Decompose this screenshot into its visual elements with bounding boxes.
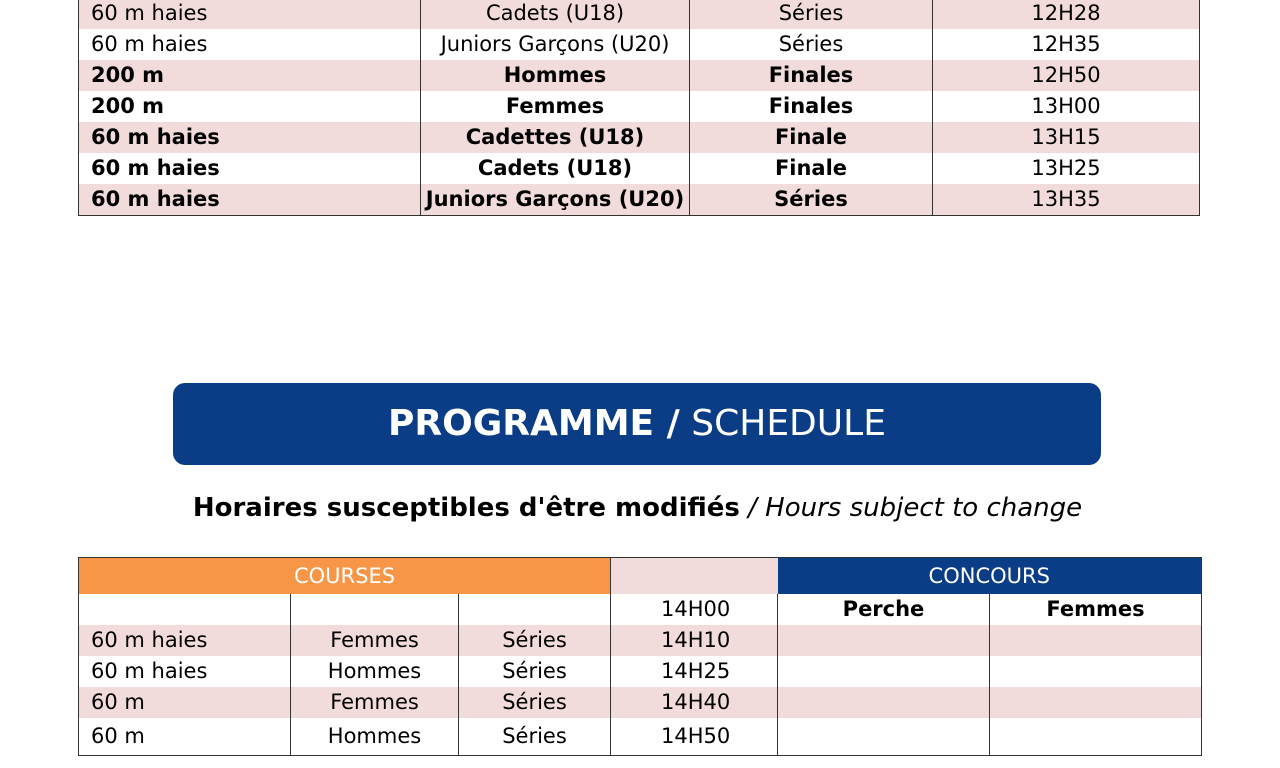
- concours-header: CONCOURS: [778, 558, 1202, 595]
- field-category-cell: [990, 625, 1202, 656]
- category-cell: Hommes: [291, 656, 459, 687]
- event-cell: 60 m haies: [79, 656, 291, 687]
- category-cell: Femmes: [291, 625, 459, 656]
- event-cell: 200 m: [91, 94, 165, 118]
- round-cell: Séries: [459, 718, 611, 756]
- field-category-cell: Femmes: [990, 594, 1202, 625]
- field-event-cell: [778, 687, 990, 718]
- round-cell: Séries: [459, 656, 611, 687]
- time-cell: 13H35: [933, 184, 1200, 216]
- event-cell: 60 m haies: [79, 122, 421, 153]
- schedule-subtitle: [0, 490, 1275, 526]
- round-cell: Finale: [690, 153, 933, 184]
- banner-title-bold: PROGRAMME /: [388, 403, 680, 444]
- time-cell: 14H25: [611, 656, 778, 687]
- category-cell: [291, 594, 459, 625]
- table-row: [79, 153, 1200, 184]
- schedule-table-top: [78, 0, 1200, 216]
- round-cell: Finales: [690, 60, 933, 91]
- table-row: [79, 718, 1202, 756]
- event-cell: [79, 594, 291, 625]
- event-cell: 60 m: [79, 687, 291, 718]
- event-cell: 60 m haies: [79, 625, 291, 656]
- time-header-cell: [611, 558, 778, 595]
- field-category-cell: [990, 687, 1202, 718]
- category-cell: Cadets (U18): [421, 0, 690, 29]
- category-cell: Hommes: [421, 60, 690, 91]
- time-cell: 14H10: [611, 625, 778, 656]
- category-cell: Cadettes (U18): [421, 122, 690, 153]
- category-cell: Hommes: [291, 718, 459, 756]
- table-row: [79, 594, 1202, 625]
- table-header-row: [79, 558, 1202, 595]
- round-cell: Finales: [690, 91, 933, 122]
- time-cell: 12H50: [933, 60, 1200, 91]
- event-cell: 200 m: [79, 60, 421, 91]
- table-row: [79, 184, 1200, 216]
- field-event-cell: Perche: [778, 594, 990, 625]
- category-cell: Femmes: [421, 91, 690, 122]
- category-cell: Femmes: [291, 687, 459, 718]
- event-cell: 60 m haies: [79, 0, 421, 29]
- category-cell: Juniors Garçons (U20): [421, 29, 690, 60]
- subtitle-english: / Hours subject to change: [739, 493, 1083, 523]
- field-category-cell: [990, 718, 1202, 756]
- time-cell: 13H25: [933, 153, 1200, 184]
- courses-header: COURSES: [79, 558, 611, 595]
- table-row: [79, 625, 1202, 656]
- event-cell: 60 m haies: [79, 184, 421, 216]
- event-cell: 60 m haies: [91, 156, 220, 180]
- programme-banner: [173, 383, 1101, 465]
- table-row: [79, 0, 1200, 29]
- table-row: [79, 656, 1202, 687]
- table-row: [79, 91, 1200, 122]
- time-cell: 14H00: [611, 594, 778, 625]
- round-cell: Finale: [690, 122, 933, 153]
- category-cell: Cadets (U18): [421, 153, 690, 184]
- round-cell: Séries: [459, 687, 611, 718]
- category-cell: Juniors Garçons (U20): [421, 184, 690, 216]
- time-cell: 12H28: [933, 0, 1200, 29]
- round-cell: Séries: [690, 29, 933, 60]
- time-cell: 13H00: [933, 91, 1200, 122]
- time-cell: 13H15: [933, 122, 1200, 153]
- schedule-table-bottom: [78, 557, 1202, 756]
- table-row: [79, 122, 1200, 153]
- round-cell: [459, 594, 611, 625]
- time-cell: 14H50: [611, 718, 778, 756]
- time-cell: 12H35: [933, 29, 1200, 60]
- field-category-cell: [990, 656, 1202, 687]
- event-cell: 60 m haies: [91, 32, 208, 56]
- field-event-cell: [778, 625, 990, 656]
- time-cell: 14H40: [611, 687, 778, 718]
- table-row: [79, 687, 1202, 718]
- field-event-cell: [778, 718, 990, 756]
- subtitle-french: Horaires susceptibles d'être modifiés: [192, 493, 740, 523]
- round-cell: Séries: [690, 0, 933, 29]
- table-row: [79, 60, 1200, 91]
- event-cell: 60 m: [79, 718, 291, 756]
- round-cell: Séries: [459, 625, 611, 656]
- table-row: [79, 29, 1200, 60]
- field-event-cell: [778, 656, 990, 687]
- banner-title-regular: SCHEDULE: [679, 403, 886, 444]
- round-cell: Séries: [690, 184, 933, 216]
